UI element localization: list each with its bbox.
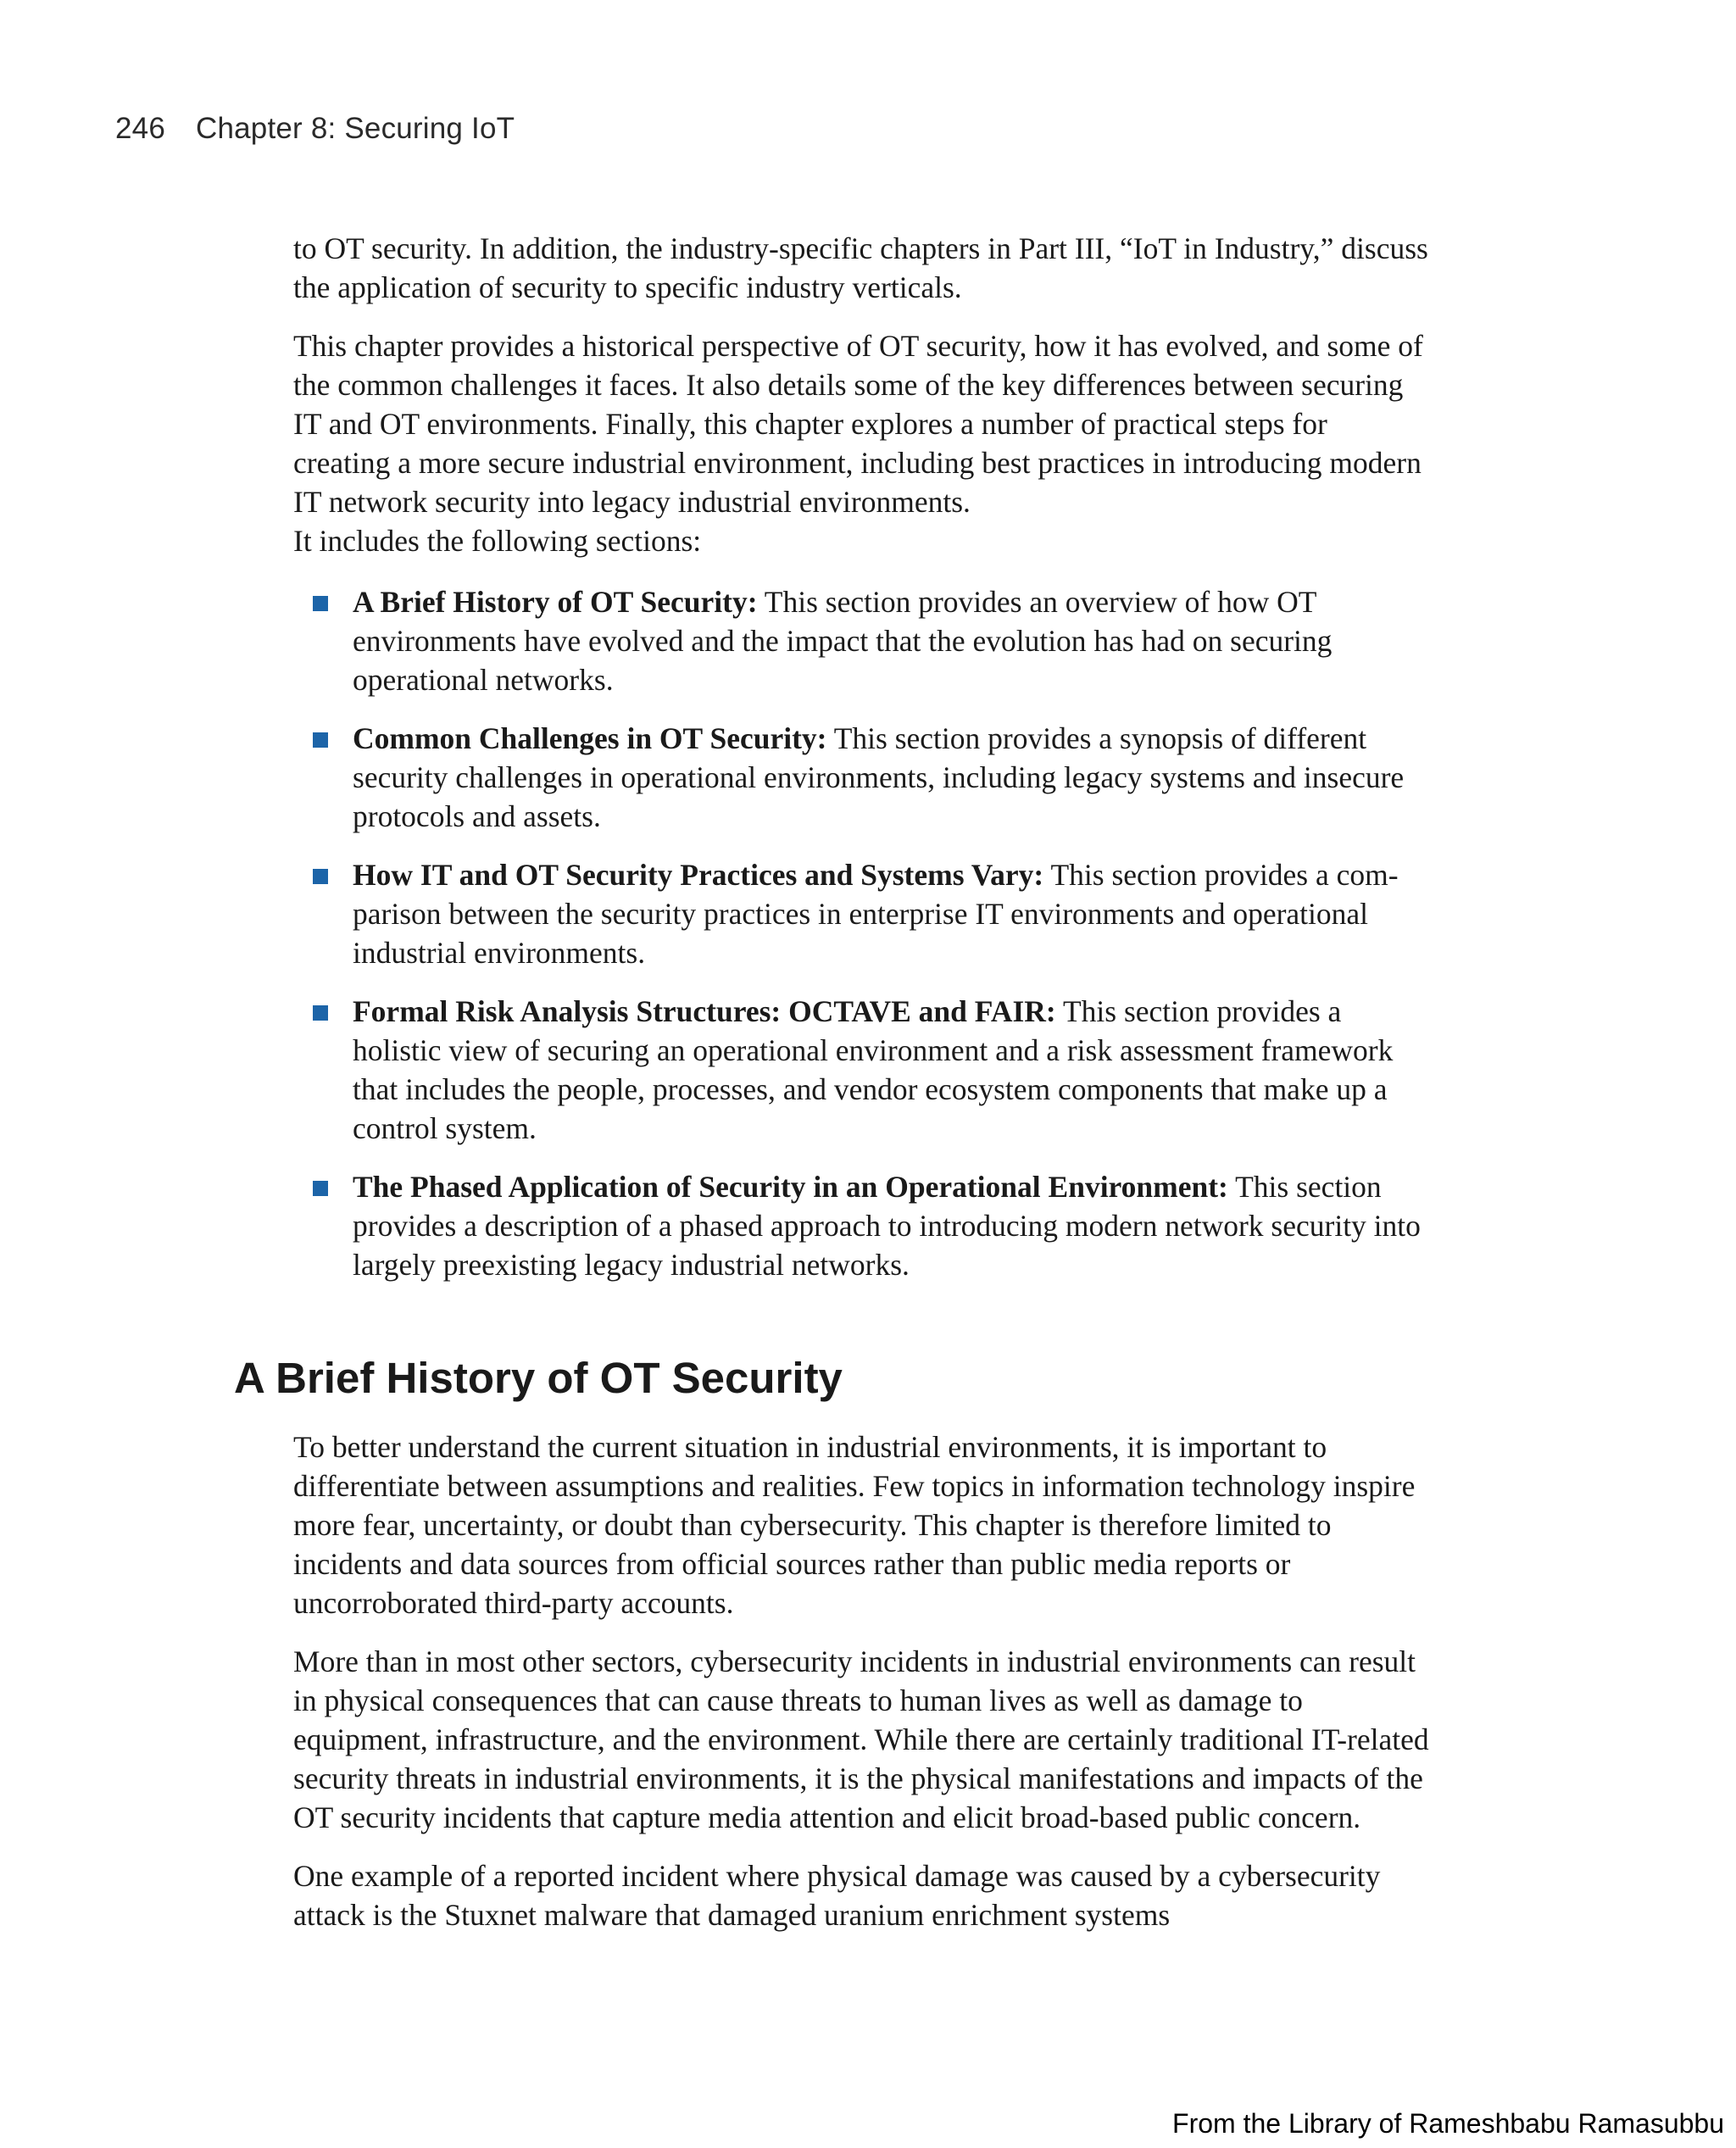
square-bullet-icon [313,596,328,611]
list-item-description: This section provides a holistic view of securing an operational environment and a risk assessment framework that includes the people, processes, and vendor ecosystem components that make up a control system. [353,994,1394,1145]
list-item [293,719,1429,836]
section-heading: A Brief History of OT Security [234,1354,843,1402]
list-item-description: This section provides a synopsis of different security challenges in operational environments, including legacy systems and insecure protocols and assets. [353,721,1405,833]
history-block [293,1427,1429,1954]
square-bullet-icon [313,1005,328,1021]
list-item-description: This section provides a description of a phased approach to introducing modern network security into largely preexisting legacy industrial networks. [353,1170,1421,1282]
intro-paragraph: This chapter provides a historical perspective of OT security, how it has evolved, and some of the common challenges it faces. It also details some of the key differences between securing IT and OT environments. Finally, this chapter explores a number of practical steps for creating a more secure industrial environment, including best practices in introducing modern IT network security into legacy industrial environments. [293,329,1423,519]
list-item-description: This section provides an overview of how OT environments have evolved and the impact that the evolution has had on securing operational networks. [353,585,1333,697]
list-item [293,1167,1429,1284]
chapter-title: Chapter 8: Securing IoT [196,112,515,145]
intro-paragraph: It includes the following sections: [293,524,702,558]
square-bullet-icon [313,1181,328,1196]
square-bullet-icon [313,732,328,748]
list-item-term: Common Challenges in OT Security: [353,721,827,755]
list-item [293,992,1429,1148]
intro-block [293,229,1429,1304]
sections-list [293,582,1429,1284]
list-item [293,855,1429,972]
intro-paragraph: to OT security. In addition, the industry-specific chapters in Part III, “IoT in Industry,” discuss the application of security to specific industry verticals. [293,231,1428,304]
list-item-description: This section provides a com-parison between the security practices in enterprise IT environments and operational industrial environments. [353,858,1399,970]
list-item-term: Formal Risk Analysis Structures: OCTAVE and FAIR: [353,994,1056,1028]
page-number: 246 [115,112,165,145]
history-paragraph: One example of a reported incident where physical damage was caused by a cybersecurity attack is the Stuxnet malware that damaged uranium enrichment systems [293,1859,1381,1932]
list-item [293,582,1429,699]
running-head [115,112,515,146]
history-paragraph: To better understand the current situation in industrial environments, it is important to differentiate between assumptions and realities. Few topics in information technology inspire more fear, uncertainty, or doubt than cybersecurity. This chapter is therefore limited to incidents and data sources from official sources rather than public media reports or uncorroborated third-party accounts. [293,1430,1416,1620]
list-item-term: A Brief History of OT Security: [353,585,758,619]
history-paragraph: More than in most other sectors, cybersecurity incidents in industrial environments can result in physical consequences that can cause threats to human lives as well as damage to equipment, infrastructure, and the environment. While there are certainly traditional IT-related security threats in industrial environments, it is the physical manifestations and impacts of the OT security incidents that capture media attention and elicit broad-based public concern. [293,1644,1429,1834]
list-item-term: How IT and OT Security Practices and Systems Vary: [353,858,1044,892]
square-bullet-icon [313,869,328,884]
footer-credit: From the Library of Rameshbabu Ramasubbu [1172,2108,1724,2139]
list-item-term: The Phased Application of Security in an Operational Environment: [353,1170,1228,1204]
